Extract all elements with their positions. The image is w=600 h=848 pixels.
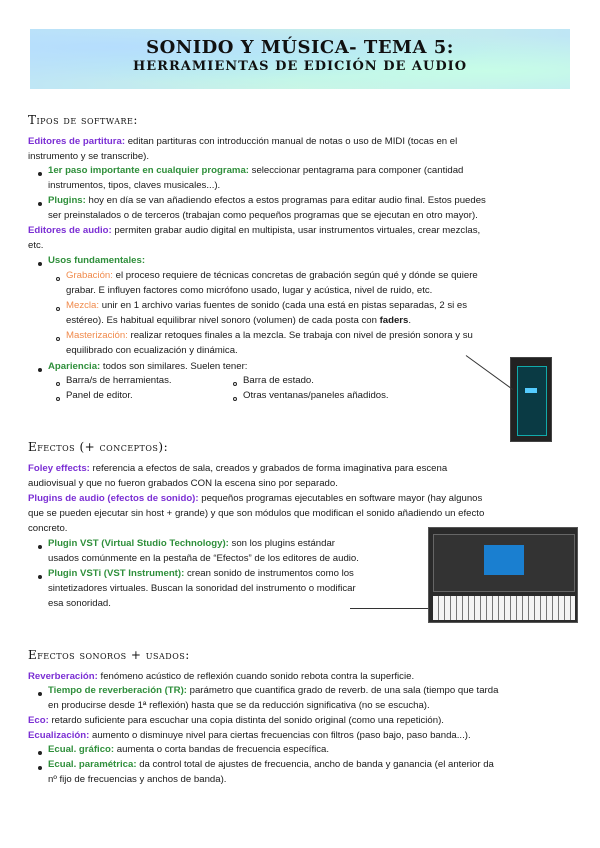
text: esa sonoridad. [48, 597, 111, 609]
bullet-ecual-parametrica [48, 758, 563, 788]
para-editores-partitura [28, 135, 558, 165]
bullet [38, 751, 42, 755]
text: hoy en día se van añadiendo efectos a estos programas para editar audio final. Estos puedes [85, 195, 486, 206]
text: da control total de ajustes de frecuencia, ancho de banda y ganancia (el anterior da [136, 759, 494, 770]
text: todos son similares. Suelen tener: [100, 361, 248, 372]
text: retardo suficiente para escuchar una copia distinta del sonido original (como una repetición). [48, 715, 444, 726]
text: ser preinstalados o de terceros (trabajan como pequeños programas que se ejecutan en otro mayor). [48, 209, 478, 221]
fader-track [517, 366, 547, 436]
term-tr: Tiempo de reverberación (TR): [48, 685, 187, 696]
text: grabar. E influyen factores como micrófono usado, lugar y acústica, nivel de ruido, etc. [66, 284, 433, 296]
bullet-tr [48, 684, 563, 714]
synth-keyboard [433, 596, 575, 620]
sub-grabacion [66, 269, 561, 299]
bullet [38, 172, 42, 176]
fader-image [510, 357, 552, 442]
term-apariencia: Apariencia: [48, 361, 101, 372]
term-foley: Foley effects: [28, 463, 90, 474]
bullet [38, 575, 42, 579]
apariencia-item: Barra de estado. [243, 375, 314, 386]
text: audiovisual y que no fueron grabados CON la escena sino por separado. [28, 477, 338, 489]
apariencia-item: Barra/s de herramientas. [66, 375, 172, 386]
heading-efectos-sonoros: Efectos sonoros + usados: [28, 648, 190, 662]
sub-bullet [56, 397, 60, 401]
sub-bullet [56, 382, 60, 386]
heading-tipos-software: Tipos de software: [28, 113, 138, 127]
term-reverberacion: Reverberación: [28, 671, 98, 682]
fader-knob [525, 388, 537, 393]
text: instrumento y se transcribe). [28, 150, 150, 162]
para-eco [28, 714, 558, 729]
bullet-1er-paso [48, 164, 558, 194]
sub-bullet [233, 382, 237, 386]
text: que se pueden ejecutar sin host + grande) y que son módulos que modifican el sonido añadiendo un efecto [28, 507, 485, 519]
text: el proceso requiere de técnicas concretas de grabación según qué y dónde se quiere [112, 270, 478, 281]
title-banner [30, 29, 570, 89]
text: realizar retoques finales a la mezcla. Se trabaja con nivel de presión sonora y su [127, 330, 473, 341]
heading-efectos: Efectos (+ conceptos): [28, 440, 169, 454]
term-usos: Usos fundamentales: [48, 255, 146, 266]
text: crean sonido de instrumentos como los [184, 568, 354, 579]
term-editores-audio: Editores de audio: [28, 225, 112, 236]
text: aumento o disminuye nivel para ciertas frecuencias con filtros (paso bajo, paso banda...). [89, 730, 471, 741]
apariencia-item: Panel de editor. [66, 390, 133, 401]
bullet-ecual-grafico [48, 743, 558, 758]
term-plugins-audio: Plugins de audio (efectos de sonido): [28, 493, 199, 504]
term-editores-partitura: Editores de partitura: [28, 136, 126, 147]
synth-panel [433, 534, 575, 592]
text: equilibrado con ecualización y dinámica. [66, 344, 238, 356]
bullet-vsti [48, 567, 418, 612]
text: son los plugins estándar [228, 538, 335, 549]
term-vst: Plugin VST (Virtual Studio Technology): [48, 538, 229, 549]
text: en producirse desde 1ª reflexión) hasta que se da reducción significativa (no se escucha). [48, 699, 430, 711]
term-eco: Eco: [28, 715, 49, 726]
sub-bullet [233, 397, 237, 401]
para-foley [28, 462, 558, 492]
bullet [38, 766, 42, 770]
arrow-to-synth [350, 608, 428, 609]
text: fenómeno acústico de reflexión cuando sonido rebota contra la superficie. [97, 671, 415, 682]
text: concreto. [28, 522, 68, 534]
term-plugins: Plugins: [48, 195, 86, 206]
text: referencia a efectos de sala, creados y grabados de forma imaginativa para escena [89, 463, 448, 474]
bullet-plugins [48, 194, 563, 224]
term-masterizacion: Masterización: [66, 330, 128, 341]
term-grabacion: Grabación: [66, 270, 113, 281]
bullet [38, 545, 42, 549]
sub-mezcla [66, 299, 561, 329]
sub-bullet [56, 277, 60, 281]
title-line1: SONIDO Y MÚSICA- TEMA 5: [146, 37, 454, 58]
term-ecual-parametrica: Ecual. paramétrica: [48, 759, 137, 770]
apariencia-item: Otras ventanas/paneles añadidos. [243, 390, 389, 401]
text: editan partituras con introducción manual de notas o uso de MIDI (tocas en el [125, 136, 458, 147]
term-ecual-grafico: Ecual. gráfico: [48, 744, 115, 755]
text: unir en 1 archivo varias fuentes de sonido (cada una está en pistas separadas, 2 si es [99, 300, 468, 311]
text: . [408, 314, 412, 326]
sub-bullet [56, 337, 60, 341]
bullet [38, 262, 42, 266]
text: usados comúnmente en la pestaña de “Efectos” de los editores de audio. [48, 552, 359, 564]
para-reverberacion [28, 670, 558, 685]
text: sintetizadores virtuales. Buscan la sonoridad del instrumento o modificar [48, 582, 356, 594]
text: instrumentos, tipos, claves musicales...). [48, 179, 221, 191]
sub-bullet [56, 307, 60, 311]
para-editores-audio [28, 224, 558, 254]
bullet [38, 692, 42, 696]
text: etc. [28, 239, 44, 251]
synth-image [428, 527, 578, 623]
term-mezcla: Mezcla: [66, 300, 100, 311]
text: nº fijo de frecuencias y anchos de banda). [48, 773, 227, 785]
bullet-usos [48, 254, 578, 269]
faders-bold: faders [379, 314, 409, 326]
text: seleccionar pentagrama para componer (cantidad [249, 165, 464, 176]
term-1er-paso: 1er paso importante en cualquier programa: [48, 165, 249, 176]
term-vsti: Plugin VSTi (VST Instrument): [48, 568, 185, 579]
text: pequeños programas ejecutables en software mayor (hay algunos [198, 493, 483, 504]
sub-masterizacion [66, 329, 561, 359]
bullet [38, 368, 42, 372]
para-ecualizacion [28, 729, 558, 744]
bullet-vst [48, 537, 418, 567]
bullet [38, 202, 42, 206]
term-ecualizacion: Ecualización: [28, 730, 90, 741]
text: parámetro que cuantifica grado de reverb. de una sala (tiempo que tarda [186, 685, 499, 696]
text: aumenta o corta bandas de frecuencia específica. [114, 744, 330, 755]
title-line2: HERRAMIENTAS DE EDICIÓN DE AUDIO [132, 59, 468, 75]
text: permiten grabar audio digital en multipista, usar instrumentos virtuales, crear mezclas, [111, 225, 481, 236]
synth-screen [484, 545, 524, 575]
text: estéreo). Es habitual equilibrar nivel sonoro (volumen) de cada posta con [66, 314, 380, 326]
bullet-apariencia [48, 360, 578, 375]
